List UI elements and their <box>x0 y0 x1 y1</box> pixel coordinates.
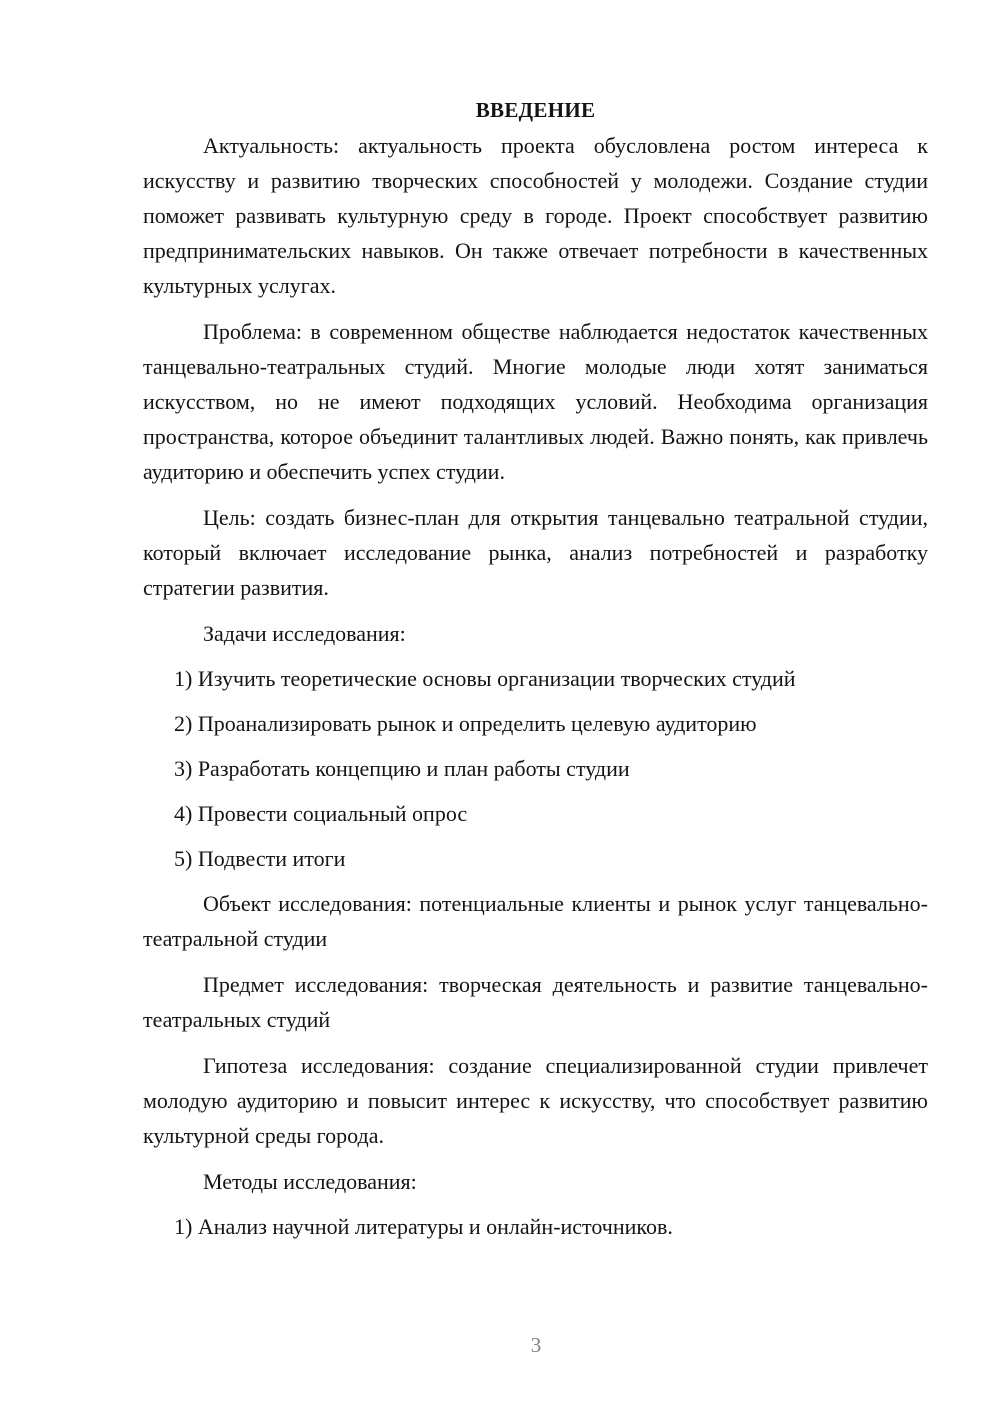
methods-heading: Методы исследования: <box>203 1169 417 1194</box>
task-item: 5) Подвести итоги <box>174 846 346 871</box>
subject-paragraph: Предмет исследования: творческая деятельность и развитие танцевально-театральных студий <box>143 972 928 1032</box>
hypothesis-paragraph: Гипотеза исследования: создание специализированной студии привлечет молодую аудиторию и повысит интерес к искусству, что способствует развитию культурной среды города. <box>143 1053 928 1148</box>
task-item: 4) Провести социальный опрос <box>174 801 468 826</box>
tasks-heading: Задачи исследования: <box>203 621 406 646</box>
task-item: 2) Проанализировать рынок и определить целевую аудиторию <box>174 711 757 736</box>
object-paragraph: Объект исследования: потенциальные клиенты и рынок услуг танцевально-театральной студии <box>143 891 928 951</box>
page-content <box>143 92 928 1254</box>
goal-paragraph: Цель: создать бизнес-план для открытия танцевально театральной студии, который включает исследование рынка, анализ потребностей и разработку стратегии развития. <box>143 505 928 600</box>
section-title: ВВЕДЕНИЕ <box>475 98 596 122</box>
page-number: 3 <box>530 1333 542 1357</box>
method-item: 1) Анализ научной литературы и онлайн-источников. <box>174 1214 673 1239</box>
relevance-paragraph: Актуальность: актуальность проекта обусловлена ростом интереса к искусству и развитию творческих способностей у молодежи. Создание студии поможет развивать культурную среду в городе. Проект способствует развитию предпринимательских навыков. Он также отвечает потребности в качественных культурных услугах. <box>143 133 928 298</box>
task-item: 1) Изучить теоретические основы организации творческих студий <box>174 666 796 691</box>
problem-paragraph: Проблема: в современном обществе наблюдается недостаток качественных танцевально-театральных студий. Многие молодые люди хотят заниматься искусством, но не имеют подходящих условий. Необходима организация пространства, которое объединит талантливых людей. Важно понять, как привлечь аудиторию и обеспечить успех студии. <box>143 319 928 484</box>
task-item: 3) Разработать концепцию и план работы студии <box>174 756 630 781</box>
